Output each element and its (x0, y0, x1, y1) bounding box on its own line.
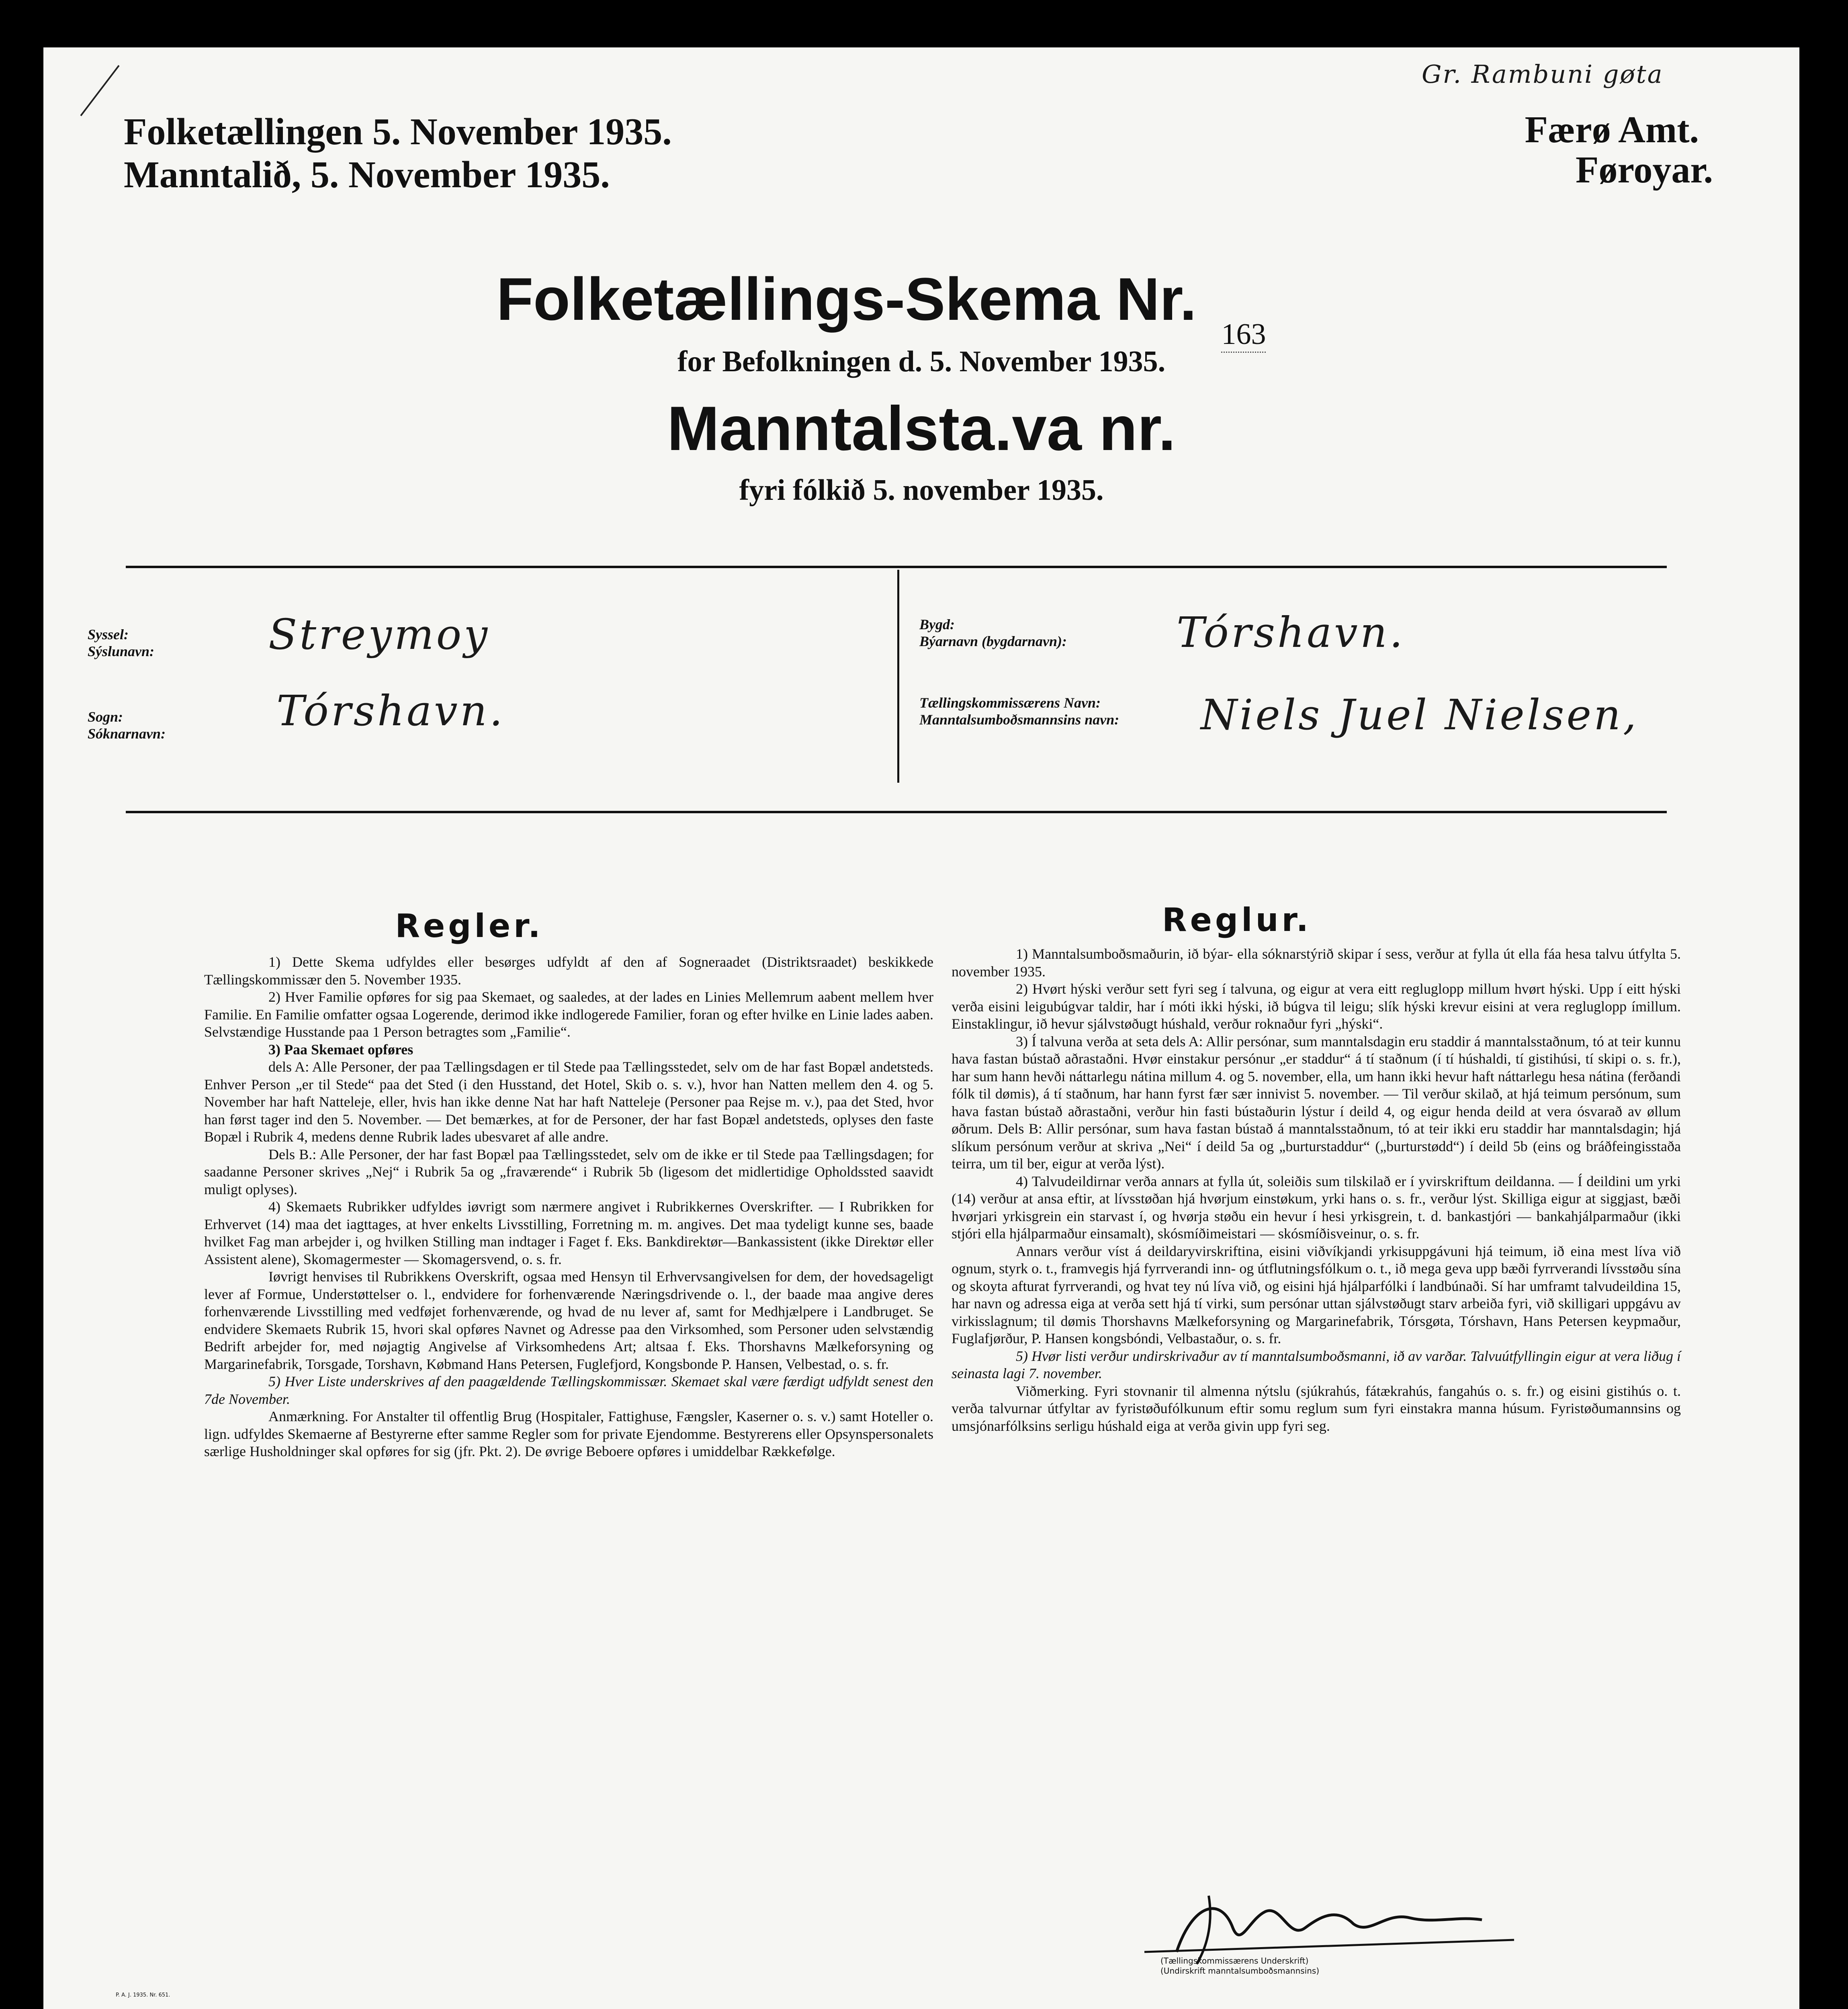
header-right-line1: Færø Amt. (1525, 109, 1699, 151)
header-right-line2: Føroyar. (1575, 149, 1713, 191)
reglur-text (952, 945, 1681, 1435)
reglur-p3: 3) Í talvuna verða at seta dels A: Allir persónar, sum manntalsdagin eru staddir á manntalsstaðnum, tó at teir kunnu hava fastan bústað aðrastaðni. Hvør einstakur persónur „er staddur“ á tí staðnum (í tí húshaldi, tí gistihúsi, tí skipi o. s. fr.), har sum hann hevði náttarlegu nátina millum 4. og 5. november, ella, um hann ikki hevur haft náttarlegu hesa nátina (ferðandi fólk til dømis), á tí staðnum, har hann fyrst fær sær innivist 5. november. — Til verður skilað, at hjá teimum persónum, sum hava fastan bústað aðrastaðni, verður hin fasti bústaðurin lýstur í deild 4, og eigur henda deild at vera ósvarað av øllum øðrum. Dels B: Allir persónar, sum hava fastan bústað á manntalsstaðnum, tó at teir ikki eru staddir har manntalsdagin; hjá slíkum persónum verður at skriva „Nei“ í deild 5a og „burturstaddur“ („burturstødd“) í deild 5b (eins og bráðfeingisstaða teirra, um til ber, eigur at verða lýst). (952, 1033, 1681, 1172)
pen-stroke-mark (79, 63, 123, 120)
sogn-value: Tórshavn. (276, 686, 505, 735)
regler-p3-head: 3) Paa Skemaet opføres (268, 1041, 413, 1058)
regler-p4b: Iøvrigt henvises til Rubrikkens Overskrift, ogsaa med Hensyn til Erhvervsangivelsen for dem, der hovedsageligt lever af Formue, Understøttelser o. l., endvidere for forhenværende Næringsdrivende o. l., der baade maa angive deres forhenværende Livsstilling med vedføjet forhenværende, og hvad de nu lever af, samt for Medhjælpere i Landbruget. Se endvidere Skemaets Rubrik 15, hvori skal opføres Navnet og Adresse paa den Virksomhed, som Personer uden selvstændig Bedrift arbejder for, med nøjagtig Angivelse af Virksomhedens Art; altsaa f. Eks. Thorshavns Mælkeforsyning og Margarinefabrik, Torsgade, Torshavn, Købmand Hans Petersen, Fuglefjord, Kongsbonde P. Hansen, Velbestad, o. s. fr. (204, 1268, 933, 1372)
reglur-p4b: Annars verður víst á deildaryvirskriftina, eisini viðvíkjandi yrkisuppgávuni hjá teimum, ið eina mest líva við ognum, styrk o. t., framvegis hjá fyrrverandi inn- og útflutningsfólkum o. t., ið mega geva upp bæði fyrrverandi lívsstøðu sína og skoyta afturat fyrrverandi, og hvat tey nú líva við, og eisini hjá hjálparfólki í landbúnaði. Sí har umframt talvudeildina 15, har navn og adressa eiga at verða sett hjá tí virki, sum persónar uttan sjálvstøðugt starv arbeiða fyri, við skilligari uppgávu av virkisslagnum; til dømis Thorshavns Mælkeforsyning og Margarinefabrik, Tórsgøta, Tórshavn, Hans Petersen keypmaður, Fuglafjørður, P. Hansen kongsbóndi, Velbastaður, o. s. fr. (952, 1243, 1681, 1346)
manntal-subtitle: fyri fólkið 5. november 1935. (739, 474, 1104, 507)
bygd-label: Bygd: Býarnavn (bygdarnavn): (919, 616, 1067, 649)
kommissaer-value: Niels Juel Nielsen, (1201, 690, 1639, 739)
field-box-top-rule (126, 566, 1667, 568)
reglur-p5: 5) Hvør listi verður undirskrivaður av tí manntalsumboðsmanni, ið av varðar. Talvuútfyllingin eigur at vera liðug í seinasta lagi 7. november. (952, 1348, 1681, 1381)
kommissaer-label: Tællingskommissærens Navn: Manntalsumboðsmannsins navn: (919, 695, 1119, 728)
field-box-divider (897, 570, 899, 783)
census-form-sheet (43, 47, 1799, 2009)
header-left-line2: Manntalið, 5. November 1935. (124, 154, 610, 196)
handwritten-note: Gr. Rambuni gøta (1422, 59, 1664, 89)
skema-subtitle: for Befolkningen d. 5. November 1935. (677, 345, 1166, 378)
field-box-bottom-rule (126, 811, 1667, 813)
signature-caption-1: (Tællingskommissærens Underskrift) (1160, 1956, 1309, 1966)
syssel-label: Syssel: Sýslunavn: (88, 626, 155, 659)
regler-p1: 1) Dette Skema udfyldes eller besørges udfyldt af den af Sogneraadet (Distriktsraadet) beskikkede Tællingskommissær den 5. November 1935. (204, 954, 933, 988)
reglur-p4: 4) Talvudeildirnar verða annars at fylla út, soleiðis sum tilskilað er í yvirskriftum deildanna. — Í deildini um yrki (14) verður at ansa eftir, at lívsstøðan hjá hvørjum einstøkum, yrki hans o. s. fr., verður lýst. Skilliga eigur at siggjast, bæði hvørjari yrkisgrein ein starvast í, og hvørja støðu ein hevur í hesi yrkisgrein, t. d. bankastjóri — bankahjálparmaður (ikki stjóri ella hjálparmaður einsamalt), skósmíðimeistari — skósmíðisveinur, o. s. fr. (952, 1173, 1681, 1242)
reglur-vidmerking: Viðmerking. Fyri stovnanir til almenna nýtslu (sjúkrahús, fátækrahús, fangahús o. s. fr.) og eisini gistihús o. t. verða talvurnar útfyltar av fyristøðufólkunum eftir somu reglum sum fyri einstakra manna húsum. Fyristøðumannsins og umsjónarfólksins serligu húshald eiga at verða givin upp fyri seg. (952, 1383, 1681, 1434)
regler-p3b: Dels B.: Alle Personer, der har fast Bopæl paa Tællingsstedet, selv om de ikke er til Stede paa Tællingsdagen; for saadanne Personer skrives „Nej“ i Rubrik 5a og „fraværende“ i Rubrik 5b (ligesom det midlertidige Opholdssted saavidt muligt oplyses). (204, 1146, 933, 1197)
regler-text (204, 953, 933, 1461)
print-code: P. A. J. 1935. Nr. 651. (116, 1992, 170, 1998)
regler-p2: 2) Hver Familie opføres for sig paa Skemaet, og saaledes, at der lades en Linies Mellemrum aabent mellem hver Familie. En Familie omfatter ogsaa Logerende, derimod ikke indlogerede Familier, foran og efter hvilke en Linie lades aaben. Selvstændige Husstande paa 1 Person betragtes som „Familie“. (204, 989, 933, 1040)
reglur-heading: Reglur. (1162, 901, 1312, 939)
reglur-p2: 2) Hvørt hýski verður sett fyri seg í talvuna, og eigur at vera eitt regluglopp millum hvørt hýski. Upp í eitt hýski verða eisini leigubúgvar taldir, har í móti ikki hýski, ið búgva til leigu; slík hýski krevur eisini at vera regluglopp ímillum. Einstaklingur, ið hevur sjálvstøðugt húshald, verður roknaður fyri „hýski“. (952, 981, 1681, 1032)
bygd-value: Tórshavn. (1177, 608, 1405, 657)
sogn-label: Sogn: Sóknarnavn: (88, 709, 166, 742)
signature-block (1128, 1880, 1522, 1984)
skema-number: 163 (1221, 317, 1266, 353)
syssel-value: Streymoy (268, 610, 490, 659)
regler-anmaerkning: Anmærkning. For Anstalter til offentlig Brug (Hospitaler, Fattighuse, Fængsler, Kaserner o. s. v.) samt Hoteller o. lign. udfyldes Skemaerne af Bestyrerne efter samme Regler som for private Ejendomme. Bestyrerens eller Opsynspersonalets særlige Husholdninger skal opføres for sig (jfr. Pkt. 2). De øvrige Beboere opføres i umiddelbar Rækkefølge. (204, 1408, 933, 1459)
regler-p3a: dels A: Alle Personer, der paa Tællingsdagen er til Stede paa Tællingsstedet, selv om de har fast Bopæl andetsteds. Enhver Person „er til Stede“ paa det Sted (i den Husstand, det Hotel, Skib o. s. v.), hvor han Natten mellem den 4. og 5. November har haft Natteleje, eller, hvis han ikke denne Nat har haft Natteleje (Personer paa Rejse m. v.), paa det Sted, hvor han først tager ind den 5. November. — Det bemærkes, at for de Personer, der har fast Bopæl andetsteds, oplyses den faste Bopæl i Rubrik 4, medens denne Rubrik lades ubesvaret af alle andre. (204, 1059, 933, 1145)
manntal-title: Manntalsta.va nr. (667, 394, 1176, 464)
regler-p4: 4) Skemaets Rubrikker udfyldes iøvrigt som nærmere angivet i Rubrikkernes Overskrifter. — I Rubrikken for Erhvervet (14) maa det iagttages, at hver enkelts Livsstilling, Forretning m. m. angives. Det maa tydeligt kunne ses, baade hvilket Fag man arbejder i, og hvilken Stilling man indtager i Faget f. Eks. Bankdirektør—Bankassistent (ikke Direktør eller Assistent alene), Skomagermester — Skomagersvend, o. s. fr. (204, 1199, 933, 1267)
skema-title: Folketællings-Skema Nr. 163 (0, 264, 1799, 334)
signature-caption-2: (Undirskrift manntalsumboðsmannsins) (1160, 1966, 1320, 1976)
regler-p5: 5) Hver Liste underskrives af den paagældende Tællingskommissær. Skemaet skal være færdigt udfyldt senest den 7de November. (204, 1373, 933, 1407)
reglur-p1: 1) Manntalsumboðsmaðurin, ið býar- ella sóknarstýrið skipar í sess, verður at fylla út ella fáa hesa talvu útfylta 5. november 1935. (952, 946, 1681, 980)
regler-heading: Regler. (395, 907, 544, 945)
header-left-line1: Folketællingen 5. November 1935. (124, 111, 672, 153)
